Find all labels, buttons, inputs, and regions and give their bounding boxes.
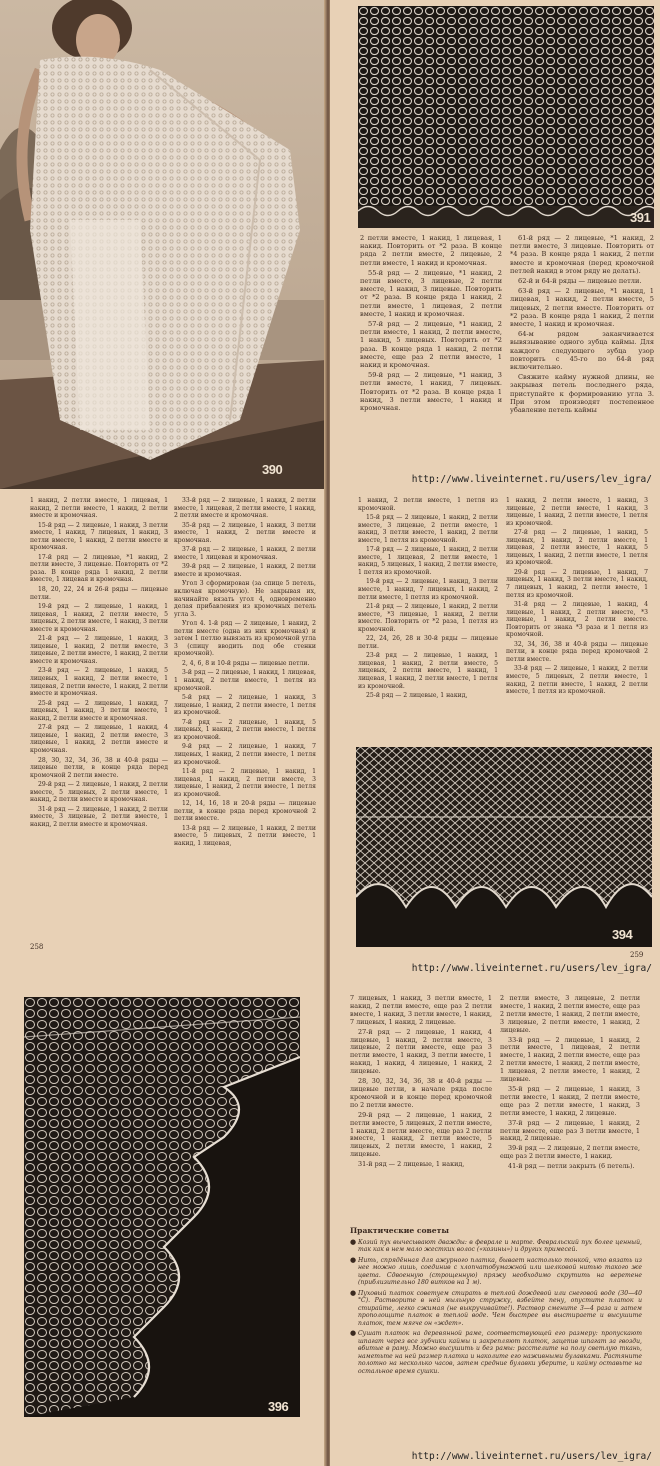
paragraph: 3-й ряд — 2 лицевые, 1 накид, 1 лицевая, 1 накид, 2 петли вместе, 1 петля из кромочной. — [174, 669, 316, 692]
paragraph: 31-й ряд — 2 лицевые, 1 накид, — [358, 1160, 465, 1169]
paragraph: 15-й ряд — 2 лицевые, 1 накид, 2 петли вместе, 3 лицевые, 2 петли вместе, 1 накид, 3 петли вместе, 1 накид, 2 петли вместе, 1 петля из кромочной. — [358, 514, 498, 544]
paragraph: 11-й ряд — 2 лицевые, 1 накид, 1 лицевая, 1 накид, 2 петли вместе, 3 лицевые, 1 накид, 2 петли вместе, 1 петля из кромочной. — [174, 768, 316, 798]
lace-border-photo — [356, 747, 652, 947]
text-column-1 — [350, 995, 492, 1171]
paragraph: 27-й ряд — 2 лицевые, 1 накид, 4 лицевые, 1 накид, 2 петли вместе, 3 лицевые, 1 накид, 2 петли вместе и кромочная. — [30, 724, 168, 754]
paragraph: 15-й ряд — 2 лицевые, 1 накид, 3 петли вместе, 1 накид, 7 лицевых, 1 накид, 3 петли вместе, 1 накид, 2 петли вместе и кромочная. — [30, 521, 168, 552]
text-page-259 — [330, 489, 660, 977]
paragraph: Угол 4. 1-й ряд — 2 лицевые, 1 накид, 2 петли вместе (одна из них кромочная) и затем 1 петлю вывязать из кромочной угла 3 (спицу вводить под обе стенки кромочной). — [174, 620, 316, 658]
tip-item: ● Нить, спрядённая для ажурного платка, бывает настолько тонкой, что вязать из нее можно лишь, соединив с хлопчатобумажной или шелковой нитью такого же цвета. Сдвоенную (строщенную) пряжу необходимо скрутить на веретене (приблизительно 180 витков на 1 м). — [350, 1257, 642, 1287]
paragraph: 23-й ряд — 2 лицевые, 1 накид, 5 лицевых, 1 накид, 2 петли вместе, 1 лицевая, 2 петли вместе, 1 накид, 2 петли вместе и кромочная. — [30, 667, 168, 698]
paragraph: 64-м рядом заканчивается вывязывание одного зубца каймы. Для каждого следующего зубца узор повторить с 45-го по 64-й ряд включительно. — [510, 330, 654, 372]
text-column-4 — [506, 497, 648, 698]
tip-item: ● Сушат платок на деревянной раме, соответствующей его размеру: пропускают шпагат через все зубчики каймы и закрепляют платок, зацепив шпагат за гвозди, вбитые в раму. Можно высушить и без рамы: расстелите на полу светлую ткань, наметьте на ней размер платка и наколите его наживными булавками. Растяните полотно на несколько часов, затем средние булавки уберите, и кайму оставьте на остальное время сушки. — [350, 1330, 642, 1375]
paragraph: 27-й ряд — 2 лицевые, 1 накид, 4 лицевые, 1 накид, 2 петли вместе, 3 лицевые, 2 петли вместе, еще раз 3 петли вместе, 1 накид, 3 петли вместе, 1 накид, 1 накид, 4 лицевые, 1 накид, 2 лицевые. — [350, 1027, 492, 1076]
text-column-2 — [174, 497, 316, 850]
lace-photo-page — [0, 977, 326, 1466]
paragraph: 31-й ряд — 2 лицевые, 1 накид, 4 лицевые, 1 накид, 2 петли вместе, *3 лицевые, 1 накид, 2 петли вместе. Повторить от знака *3 раза и 1 петля из кромочной. — [506, 601, 648, 639]
text-column-3 — [358, 497, 498, 702]
text-column-1 — [360, 234, 502, 414]
spread-1 — [0, 0, 660, 489]
paragraph: 29-й ряд — 2 лицевые, 1 накид, 7 лицевых, 1 накид, 3 петли вместе, 1 накид, 7 лицевых, 1 накид, 2 петли вместе, 1 петля из кромочной. — [506, 568, 648, 599]
paragraph: 7 лицевых, 1 накид, 3 петли вместе, 1 накид, 2 петли вместе, еще раз 2 петли вместе, 1 накид, 3 петли вместе, 1 накид, 7 лицевых, 1 накид, 2 лицевые. — [350, 994, 492, 1026]
paragraph: 19-й ряд — 2 лицевые, 1 накид, 3 петли вместе, 1 накид, 7 лицевых, 1 накид, 2 петли вместе, 1 петля из кромочной. — [358, 578, 498, 601]
source-url[interactable]: http://www.liveinternet.ru/users/lev_igra/ — [411, 1451, 652, 1462]
text-page — [330, 0, 660, 489]
text-page-258 — [0, 489, 326, 977]
paragraph: 32, 34, 36, 38 и 40-й ряды — лицевые петли, в конце ряда перед кромочной 2 петли вместе. — [506, 640, 648, 663]
paragraph: 28, 30, 32, 34, 36, 38 и 40-й ряды — лицевые петли, в конце ряда перед кромочной 2 петли вместе. — [30, 756, 168, 779]
paragraph: 33-й ряд — 2 лицевые, 1 накид, 2 петли вместе, 1 лицевая, 2 петли вместе, 1 накид, 2 петли вместе, еще раз 2 петли вместе, 1 накид, 2 петли вместе, 1 лицевая, 2 петли вместе, 1 накид, 2 лицевые. — [500, 1035, 640, 1084]
paragraph: 17-й ряд — 2 лицевые, 1 накид, 2 петли вместе, 1 лицевая, 2 петли вместе, 1 накид, 5 лицевых, 1 накид, 2 петли вместе, 1 петля из кромочной. — [358, 546, 498, 576]
paragraph: 35-й ряд — 2 лицевые, 1 накид, 3 петли вместе, 1 накид, 2 петли вместе, еще раз 2 петли вместе, 1 накид, 3 петли вместе, 1 накид, 2 лицевые. — [500, 1084, 640, 1117]
paragraph: 55-й ряд — 2 лицевые, *1 накид, 2 петли вместе, 3 лицевые, 2 петли вместе, 1 накид, 3 лицевые. Повторить от *2 раза. В конце ряда 1 накид, 2 петли вместе, 1 лицевая, 2 петли вместе, 1 накид и кромочная. — [360, 268, 502, 318]
paragraph: 18, 20, 22, 24 и 26-й ряды — лицевые петли. — [30, 586, 168, 601]
practical-tips — [350, 1227, 642, 1378]
paragraph: 29-й ряд — 2 лицевые, 1 накид, 2 петли вместе, 5 лицевых, 2 петли вместе, 1 накид, 2 петли вместе, еще раз 2 петли вместе, 1 накид, 2 петли вместе, 5 лицевых, 2 петли вместе, 1 накид, 2 лицевые. — [350, 1110, 492, 1159]
lace-shawl-edge-photo — [24, 997, 300, 1417]
figure-number: 394 — [612, 927, 633, 942]
figure-number: 391 — [630, 210, 651, 225]
paragraph: 39-й ряд — 2 лицевые, 1 накид, 2 петли вместе и кромочная. — [174, 563, 316, 578]
paragraph: 2 петли вместе, 3 лицевые, 2 петли вместе, 1 накид, 2 петли вместе, еще раз 2 петли вместе, 1 накид, 2 петли вместе, 3 лицевые, 2 петли вместе, 1 накид, 2 лицевые. — [500, 994, 640, 1034]
figure-number: 390 — [262, 462, 283, 477]
paragraph: 22, 24, 26, 28 и 30-й ряды — лицевые петли. — [358, 635, 498, 650]
paragraph: 33-й ряд — 2 лицевые, 1 накид, 2 петли вместе, 5 лицевых, 2 петли вместе, 1 накид, 2 петли вместе, 1 накид, 2 петли вместе, 1 петля из кромочной. — [506, 665, 648, 696]
paragraph: 63-й ряд — 2 лицевые, *1 накид, 1 лицевая, 1 накид, 2 петли вместе, 5 лицевых, 2 петли вместе. Повторить от *2 раза. В конце ряда 1 накид, 2 петли вместе, 1 накид и кромочная. — [510, 287, 654, 329]
paragraph: 37-й ряд — 2 лицевые, 1 накид, 2 петли вместе, еще раз 3 петли вместе, 1 накид, 2 лицевые. — [500, 1118, 640, 1143]
spread-2 — [0, 489, 660, 977]
paragraph: 61-й ряд — 2 лицевые, *1 накид, 2 петли вместе, 3 лицевые. Повторить от *4 раза. В конце ряда 1 накид, 2 петли вместе и кромочная (перед кромочной петлей накид в этом ряду не делать). — [510, 234, 654, 275]
paragraph: 7-й ряд — 2 лицевые, 1 накид, 5 лицевых, 1 накид, 2 петли вместе, 1 петля из кромочной. — [174, 718, 316, 741]
lace-pattern-photo — [358, 6, 654, 228]
text-column-1 — [30, 497, 168, 830]
paragraph: Свяжите кайму нужной длины, не закрывая петель последнего ряда, приступайте к формированию угла 3. При этом производят постепенное убавление петель каймы — [510, 373, 654, 415]
paragraph: 25-й ряд — 2 лицевые, 1 накид, — [366, 692, 468, 700]
paragraph: Угол 3 сформирован (за спице 5 петель, включая кромочную). Не закрывая их, начинайте вязать угол 4, одновременно делая прибавления из кромочных петель угла 3. — [174, 580, 316, 618]
paragraph: 29-й ряд — 2 лицевые, 1 накид, 2 петли вместе, 5 лицевых, 2 петли вместе, 1 накид, 2 петли вместе и кромочная. — [30, 781, 168, 804]
figure-number: 396 — [268, 1399, 289, 1414]
woman-with-shawl-photo — [0, 0, 326, 489]
tips-title: Практические советы — [350, 1226, 449, 1235]
paragraph: 17-й ряд — 2 лицевые, *1 накид, 2 петли вместе, 3 лицевые. Повторить от *2 раза. В конце ряда 1 накид, 2 петли вместе, 1 лицевая и кромочная. — [30, 553, 168, 584]
paragraph: 59-й ряд — 2 лицевые, *1 накид, 3 петли вместе, 1 накид, 7 лицевых. Повторить от *2 раза. В конце ряда 1 накид, 3 петли вместе, 1 накид и кромочная. — [360, 371, 502, 413]
paragraph: 12, 14, 16, 18 и 20-й ряды — лицевые петли, в конце ряда перед кромочной 2 петли вместе. — [174, 800, 316, 823]
paragraph: 62-й и 64-й ряды — лицевые петли. — [518, 277, 642, 286]
paragraph: 2 петли вместе, 1 накид, 1 лицевая, 1 накид. Повторить от *2 раза. В конце ряда 2 петли вместе, 2 лицевые, 2 петли вместе, 1 накид и кромочная. — [360, 234, 502, 267]
paragraph: 27-й ряд — 2 лицевые, 1 накид, 5 лицевых, 1 накид, 2 петли вместе, 1 лицевая, 2 петли вместе, 1 накид, 5 лицевых, 1 накид, 2 петли вместе, 1 петля из кромочной. — [506, 529, 648, 567]
paragraph: 37-й ряд — 2 лицевые, 1 накид, 2 петли вместе, 1 лицевая и кромочная. — [174, 546, 316, 561]
paragraph: 31-й ряд — 2 лицевые, 1 накид, 2 петли вместе, 3 лицевые, 2 петли вместе, 1 накид, 2 петли вместе и кромочная. — [30, 805, 168, 828]
tip-item: ● Козий пух вычесывают дважды: в феврале и марте. Февральский пух более ценный, так как в нем мало жестких волос («козины») и других примесей. — [350, 1239, 642, 1254]
paragraph: 21-й ряд — 2 лицевые, 1 накид, 3 лицевые, 1 накид, 2 петли вместе, 3 лицевые, 2 петли вместе, 1 накид, 2 петли вместе и кромочная. — [30, 635, 168, 665]
text-column-2 — [510, 234, 654, 416]
text-column-2 — [500, 995, 640, 1173]
spread-3 — [0, 977, 660, 1466]
paragraph: 39-й ряд — 2 лицевые, 2 петли вместе, еще раз 2 петли вместе, 1 накид. — [500, 1144, 640, 1161]
page-number: 258 — [30, 943, 44, 951]
paragraph: 1 накид, 2 петли вместе, 1 петля из кромочной. — [358, 497, 498, 512]
photo-page — [0, 0, 326, 489]
paragraph: 1 накид, 2 петли вместе, 1 лицевая, 1 накид, 2 петли вместе, 1 накид, 2 петли вместе и кромочная. — [30, 497, 168, 520]
paragraph: 57-й ряд — 2 лицевые, *1 накид, 2 петли вместе, 1 накид, 2 петли вместе, 1 накид, 5 лицевых. Повторить от *2 раза. В конце ряда 1 накид, 2 петли вместе, еще раз 2 петли вместе, 1 накид и кромочная. — [360, 320, 502, 370]
paragraph: 2, 4, 6, 8 и 10-й ряды — лицевые петли. — [182, 659, 310, 667]
text-page — [330, 977, 660, 1466]
page-number: 259 — [630, 951, 644, 959]
paragraph: 9-й ряд — 2 лицевые, 1 накид, 7 лицевых, 1 накид, 2 петли вместе, 1 петля из кромочной. — [174, 743, 316, 766]
paragraph: 28, 30, 32, 34, 36, 38 и 40-й ряды — лицевые петли, в начале ряда после кромочной и в конце перед кромочной по 2 петли вместе. — [350, 1077, 492, 1109]
paragraph: 21-й ряд — 2 лицевые, 1 накид, 2 петли вместе, *3 лицевые, 1 накид, 2 петли вместе. Повторить от *2 раза, 1 петля из кромочной. — [358, 603, 498, 633]
paragraph: 13-й ряд — 2 лицевые, 1 накид, 2 петли вместе, 5 лицевых, 2 петли вместе, 1 накид, 1 лицевая, — [174, 824, 316, 847]
source-url[interactable]: http://www.liveinternet.ru/users/lev_igra/ — [411, 474, 652, 485]
tip-item: ● Пуховый платок советуем стирать в теплой дождевой или снеговой воде (30—40 °C). Растворите в ней мыльную стружку, взбейте пену, опустите платок и стирайте, легко сжимая (не выкручивайте!). Раствор смените 3—4 раза и затем прополощите платок в теплой воде. Чем быстрее вы выстираете и высушите платок, тем мягче он «ждет». — [350, 1290, 642, 1328]
paragraph: 35-й ряд — 2 лицевые, 1 накид, 3 петли вместе, 1 накид, 2 петли вместе и кромочная. — [174, 521, 316, 544]
tips-list — [350, 1239, 642, 1376]
paragraph: 41-й ряд — петли закрыть (6 петель). — [508, 1162, 635, 1171]
paragraph: 25-й ряд — 2 лицевые, 1 накид, 7 лицевых, 1 накид, 3 петли вместе, 1 накид, 2 петли вместе и кромочная. — [30, 699, 168, 722]
paragraph: 19-й ряд — 2 лицевые, 1 накид, 1 лицевая, 1 накид, 2 петли вместе, 5 лицевых, 2 петли вместе, 1 накид, 3 петли вместе и кромочная. — [30, 603, 168, 633]
paragraph: 1 накид, 2 петли вместе, 1 накид, 3 лицевые, 2 петли вместе, 1 накид, 3 лицевые, 1 накид, 2 петли вместе, 1 петля из кромочной. — [506, 497, 648, 527]
paragraph: 23-й ряд — 2 лицевые, 1 накид, 1 лицевая, 1 накид, 2 петли вместе, 5 лицевых, 2 петли вместе, 1 накид, 1 лицевая, 1 накид, 2 петли вместе, 1 петля из кромочной. — [358, 652, 498, 690]
paragraph: 5-й ряд — 2 лицевые, 1 накид, 3 лицевые, 1 накид, 2 петли вместе, 1 петля из кромочной. — [174, 694, 316, 717]
source-url[interactable]: http://www.liveinternet.ru/users/lev_igra/ — [411, 963, 652, 974]
paragraph: 33-й ряд — 2 лицевые, 1 накид, 2 петли вместе, 1 лицевая, 2 петли вместе, 1 накид, 2 петли вместе и кромочная. — [174, 497, 316, 520]
